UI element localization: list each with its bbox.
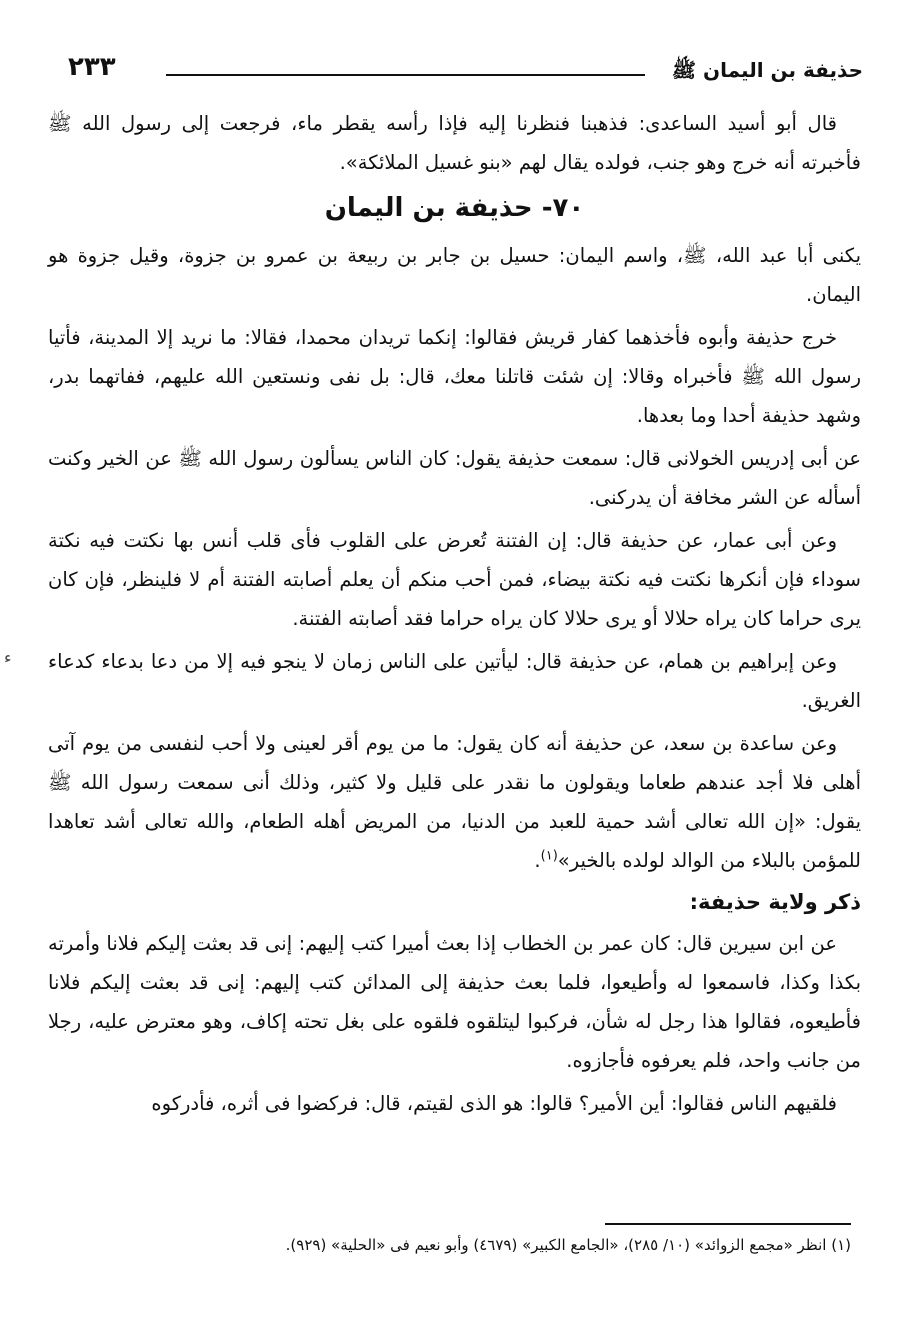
paragraph: يكنى أبا عبد الله، ﷺ، واسم اليمان: حسيل بن جابر بن ربيعة بن عمرو بن جزوة، وقيل جزوة هو اليمان. bbox=[48, 244, 861, 306]
running-header bbox=[68, 52, 863, 88]
page-number: ٢٣٣ bbox=[68, 52, 116, 82]
footnote-reference: (١) bbox=[540, 848, 558, 864]
paragraph: وعن أبى عمار، عن حذيفة قال: إن الفتنة تُعرض على القلوب فأى قلب أنس بها نكتت فيه نكتة سوداء فإن أنكرها نكتت فيه نكتة بيضاء، فمن أحب منكم أن يعلم أصابته الفتنة أم لا فلينظر، فإن كان يرى حراما كان يراه حلالا أو يرى حلالا كان يراه حراما فقد أصابته الفتنة. bbox=[48, 529, 861, 630]
section-title: ٧٠- حذيفة بن اليمان bbox=[324, 193, 585, 223]
paragraph: وعن إبراهيم بن همام، عن حذيفة قال: ليأتين على الناس زمان لا ينجو فيه إلا من دعا بدعاء كدعاء الغريق. bbox=[48, 650, 861, 712]
footnote: (١) انظر «مجمع الزوائد» (١٠/ ٢٨٥)، «الجامع الكبير» (٤٦٧٩) وأبو نعيم فى «الحلية» (٩٢٩). bbox=[285, 1236, 851, 1254]
running-title: حذيفة بن اليمان ﷺ bbox=[671, 58, 863, 82]
paragraph: عن أبى إدريس الخولانى قال: سمعت حذيفة يقول: كان الناس يسألون رسول الله ﷺ عن الخير وكنت أسأله عن الشر مخافة أن يدركنى. bbox=[48, 447, 861, 509]
subheading: ذكر ولاية حذيفة: bbox=[689, 890, 861, 914]
footnote-rule bbox=[605, 1223, 851, 1225]
paragraph-with-footnote bbox=[48, 724, 861, 880]
paragraph: فلقيهم الناس فقالوا: أين الأمير؟ قالوا: هو الذى لقيتم، قال: فركضوا فى أثره، فأدركوه bbox=[151, 1092, 837, 1115]
page-body bbox=[48, 104, 861, 1123]
stray-mark: ء bbox=[4, 648, 12, 667]
paragraph: عن ابن سيرين قال: كان عمر بن الخطاب إذا بعث أميرا كتب إليهم: إنى قد بعثت إليكم فلانا وأمرته بكذا وكذا، فاسمعوا له وأطيعوا، فلما بعث حذيفة إلى المدائن كتب إليهم: إنى قد بعثت إليكم فلانا فأطيعوه، فقالوا هذا رجل له شأن، فركبوا ليتلقوه فلقوه على بغل تحته إكاف، وهو معترض عليه، رجلا من جانب واحد، فلم يعرفوه فأجازوه. bbox=[48, 932, 861, 1072]
end-mark: . bbox=[534, 849, 541, 872]
paragraph: خرج حذيفة وأبوه فأخذهما كفار قريش فقالوا: إنكما تريدان محمدا، فقالا: ما نريد إلا المدينة، فأتيا رسول الله ﷺ فأخبراه وقالا: إن شئت قاتلنا معك، قال: بل نفى ونستعين الله عليهم، ففاتهما بدر، وشهد حذيفة أحدا وما بعدها. bbox=[48, 326, 861, 427]
intro-paragraph: قال أبو أسيد الساعدى: فذهبنا فنظرنا إليه فإذا رأسه يقطر ماء، فرجعت إلى رسول الله ﷺ فأخبرته أنه خرج وهو جنب، فولده يقال لهم «بنو غسيل الملائكة». bbox=[48, 112, 861, 174]
header-rule bbox=[166, 74, 645, 76]
paragraph-text: وعن ساعدة بن سعد، عن حذيفة أنه كان يقول: ما من يوم أقر لعينى ولا أحب لنفسى من يوم آتى أهلى فلا أجد عندهم طعاما ويقولون ما نقدر على قليل ولا كثير، وذلك أنى سمعت رسول الله ﷺ يقول: «إن الله تعالى أشد حمية للعبد من الدنيا، من المريض أهله الطعام، والله تعالى أشد تعاهدا للمؤمن بالبلاء من الوالد لولده بالخير» bbox=[48, 732, 861, 872]
